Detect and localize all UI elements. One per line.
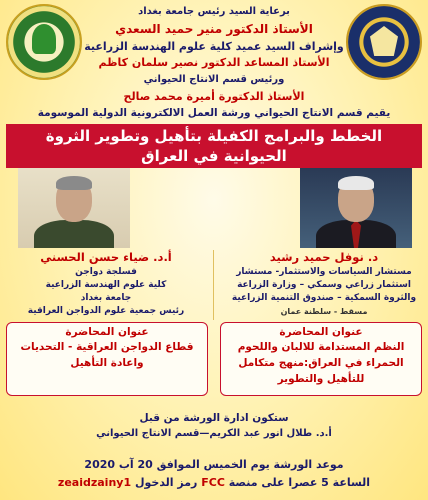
speaker-left-line1: فسلجة دواجن	[75, 267, 137, 277]
speaker-left-line4: رئيس جمعية علوم الدواجن العراقية	[27, 306, 185, 316]
time-platform-line	[6, 476, 422, 489]
lecture-left-box	[6, 322, 208, 396]
admin-name: أ.د. طلال انور عبد الكريم—قسم الانتاج الحيواني	[96, 428, 332, 439]
lecture-left-heading: عنوان المحاضرة	[65, 326, 149, 338]
access-code: zeaidzainy1	[57, 476, 132, 489]
workshop-title-banner	[6, 124, 422, 168]
date-line: موعد الورشة يوم الخميس الموافق 20 آب 2020	[84, 458, 344, 471]
patronage-line: برعاية السيد رئيس جامعة بغداد	[138, 6, 290, 17]
speaker-right-info	[224, 250, 424, 318]
department-head-title: ورئيس قسم الانتاج الحيواني	[143, 74, 285, 85]
admin-line: ستكون ادارة الورشة من قبل	[139, 412, 289, 424]
speaker-left-line3: جامعة بغداد	[80, 293, 132, 303]
speaker-right-line4: مسقط - سلطنة عمان	[280, 307, 368, 316]
college-logo-icon	[6, 4, 82, 80]
time-prefix: الساعة 5 عصرا على منصة	[228, 476, 371, 489]
lecture-left-line2: واعادة التأهيل	[70, 357, 144, 369]
speaker-right-line3: والثروة السمكية – صندوق التنمية الزراعية	[231, 293, 417, 303]
speaker-right-name: د. نوفل حميد رشيد	[269, 250, 379, 264]
university-logo-icon	[346, 4, 422, 80]
platform-name: FCC	[201, 476, 225, 489]
lecture-left-line1: قطاع الدواجن العراقية - التحديات	[20, 341, 194, 353]
university-president-name: الأستاذ الدكتور منير حميد السعدي	[115, 22, 313, 36]
access-code-label: رمز الدخول	[134, 476, 198, 489]
lecture-right-heading: عنوان المحاضرة	[279, 326, 363, 338]
speaker-right-line2: استثمار زراعي وسمكي – وزارة الزراعة	[237, 280, 411, 290]
speaker-left-photo	[18, 168, 130, 248]
supervision-line: وإشراف السيد عميد كلية علوم الهندسة الزراعية	[84, 40, 344, 53]
workshop-title-line1: الخطط والبرامج الكفيلة بتأهيل وتطوير الثروة	[45, 127, 383, 145]
speaker-left-info	[6, 250, 206, 318]
department-head-name: الأستاذ الدكتورة أميرة محمد صالح	[123, 90, 305, 103]
lecture-right-line1: النظم المستدامة للالبان واللحوم	[237, 341, 405, 353]
speaker-right-photo	[300, 168, 412, 248]
speaker-left-line2: كلية علوم الهندسة الزراعية	[45, 280, 167, 290]
workshop-title-line2: الحيوانية في العراق	[141, 147, 287, 165]
speaker-divider	[213, 250, 214, 320]
speaker-right-line1: مستشار السياسات والاستثمار- مستشار	[236, 267, 412, 277]
lecture-right-line2: الحمراء في العراق:منهج متكامل	[238, 357, 404, 369]
workshop-intro-line: يقيم قسم الانتاج الحيواني ورشة العمل الالكترونية الدولية الموسومة	[37, 107, 391, 119]
speaker-left-name: أ.د. ضياء حسن الحسني	[40, 250, 172, 264]
lecture-right-line3: للتأهيل والتطوير	[277, 373, 365, 385]
lecture-right-box	[220, 322, 422, 396]
dean-name: الأستاذ المساعد الدكتور نصير سلمان كاظم	[98, 56, 330, 69]
